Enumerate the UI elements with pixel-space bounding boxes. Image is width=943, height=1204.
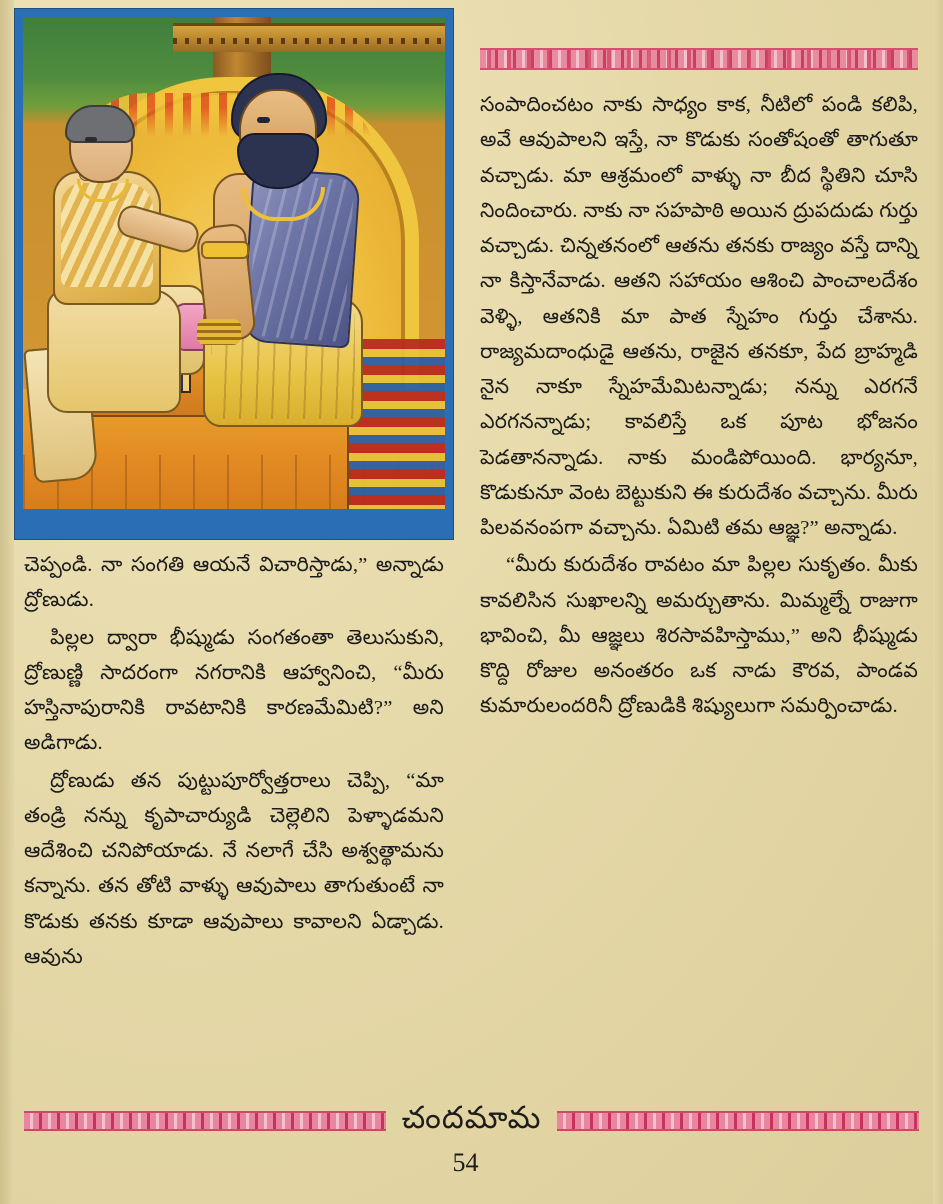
right-figure [195, 75, 373, 415]
right-text-column [480, 48, 918, 727]
footer-masthead-row [24, 1099, 919, 1138]
ceiling-beam [173, 23, 445, 52]
right-figure-bangles [197, 319, 241, 345]
left-figure [47, 109, 179, 409]
paragraph: ద్రోణుడు తన పుట్టుపూర్వోత్తరాలు చెప్పి, “మా తండ్రి నన్ను కృపాచార్యుడి చెల్లెలిని పెళ్ళాడమని ఆదేశించి చనిపోయాడు. నే నలాగే చేసి అశ్వత్థామను కన్నాను. తన తోటి వాళ్ళు ఆవుపాలు తాగుతుంటే నా కొడుకు తనకు కూడా ఆవుపాలు కావాలని ఏడ్చాడు. ఆవును [24, 769, 444, 968]
paragraph: “మీరు కురుదేశం రావటం మా పిల్లల సుకృతం. మీకు కావలిసిన సుఖాలన్ని అమర్చుతాను. మిమ్మల్నే రాజుగా భావించి, మీ ఆజ్ఞలు శిరసావహిస్తాము,” అని భీష్ముడు కొద్ది రోజుల అనంతరం ఒక నాడు కౌరవ, పాండవ కుమారులందరినీ ద్రోణుడికి శిష్యులుగా సమర్పించాడు. [480, 554, 918, 718]
page-right-edge-shadow [933, 0, 943, 1204]
masthead-title: చందమామ [401, 1099, 542, 1135]
left-figure-legs [47, 289, 181, 413]
page-number-value: 54 [452, 1148, 479, 1177]
ornamental-divider-right [557, 1111, 919, 1131]
right-figure-eye [257, 117, 270, 123]
paragraph: సంపాదించటం నాకు సాధ్యం కాక, నీటిలో పండి కలిపి, అవే ఆవుపాలని ఇస్తే, నా కొడుకు సంతోషంతో తాగుతూ వచ్చాడు. మా ఆశ్రమంలో వాళ్ళు నా బీద స్థితిని చూసి నిందించారు. నాకు నా సహపాఠి అయిన ద్రుపదుడు గుర్తు వచ్చాడు. చిన్నతనంలో ఆతను తనకు రాజ్యం వస్తే దాన్ని నా కిస్తానేవాడు. ఆతని సహాయం ఆశించి పాంచాలదేశం వెళ్ళి, ఆతనికి మా పాత స్నేహం గుర్తు చేశాను. రాజ్యమదాంధుడై ఆతను, రాజైన తనకూ, పేద బ్రాహ్మడి నైన నాకూ స్నేహమేమిటన్నాడు; నన్ను ఎరగనే ఎరగనన్నాడు; కావలిస్తే ఒక పూట భోజనం పెడతానన్నాడు. నాకు మండిపోయింది. భార్యనూ, కొడుకునూ వెంట బెట్టుకుని ఈ కురుదేశం వచ్చాను. మీరు పిలవనంపగా వచ్చాను. ఏమిటి తమ ఆజ్ఞ?” అన్నాడు. [480, 94, 918, 539]
illustration-bottom-band [15, 509, 453, 539]
left-figure-eye [85, 137, 97, 142]
illustration-artwork [23, 17, 445, 509]
ornamental-divider-left [24, 1111, 386, 1131]
paragraph: చెప్పండి. నా సంగతి ఆయనే విచారిస్తాడు,” అన్నాడు ద్రోణుడు. [24, 554, 444, 612]
left-figure-hair [65, 105, 135, 143]
page-left-edge-shadow [0, 0, 14, 1204]
page-number [0, 1148, 943, 1178]
illustration-panel [14, 8, 454, 540]
left-text-column [24, 548, 444, 977]
paragraph: పిల్లల ద్వారా భీష్ముడు సంగతంతా తెలుసుకుని, ద్రోణుణ్ణి సాదరంగా నగరానికి ఆహ్వానించి, “మీరు హస్తినాపురానికి రావటానికి కారణమేమిటి?” అని అడిగాడు. [24, 626, 444, 755]
ornamental-divider-top [480, 48, 918, 70]
right-figure-armband [201, 241, 249, 259]
